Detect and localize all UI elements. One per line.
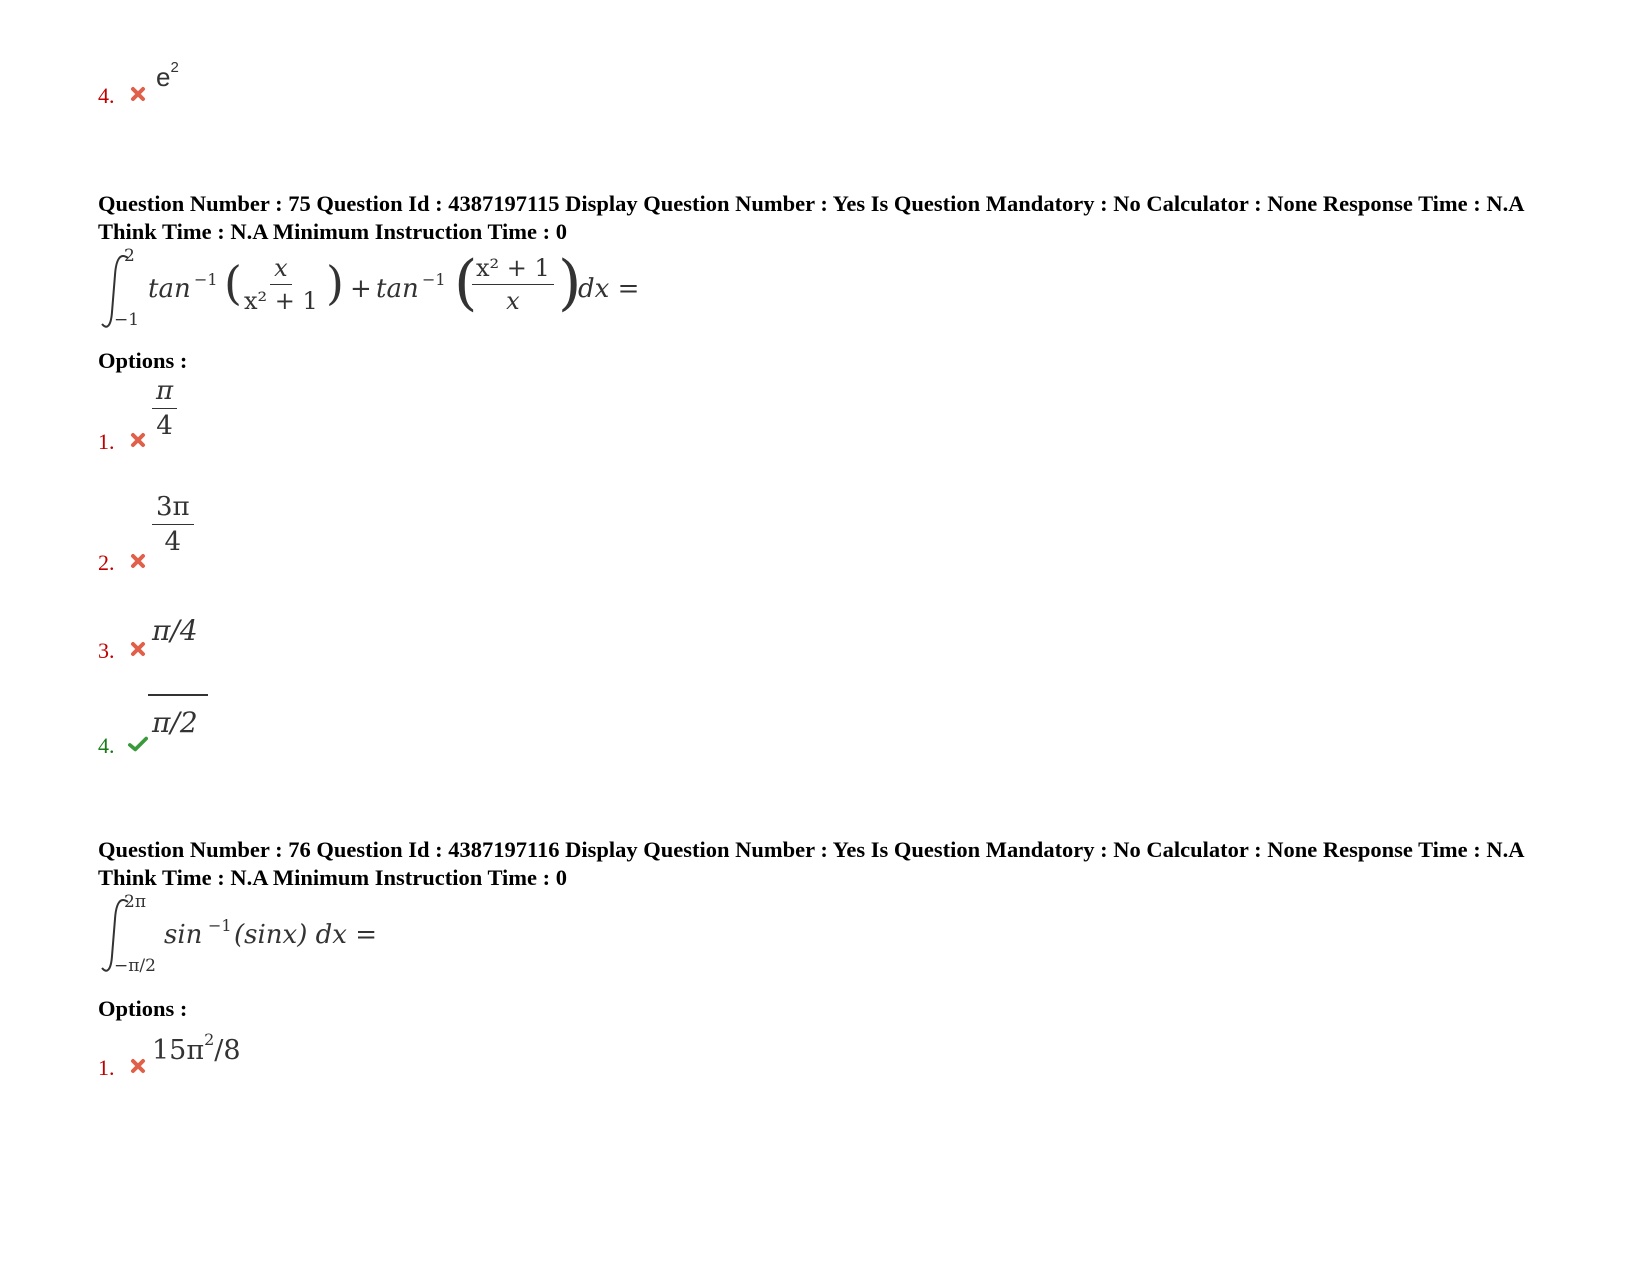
- option-number: 1.: [98, 429, 115, 454]
- integral-upper-limit: 2: [124, 246, 135, 266]
- fraction-2-denominator: x: [506, 287, 520, 315]
- sin-function: sin: [164, 920, 203, 950]
- paren-close-2: ): [558, 248, 582, 318]
- cross-icon: [128, 551, 148, 571]
- integral-upper-limit: 2π: [124, 892, 146, 912]
- option-number: 1.: [98, 1055, 115, 1080]
- tan-function-1: tan: [148, 274, 191, 304]
- fraction-1-numerator: x: [270, 254, 292, 285]
- q75-option-4-overline: [148, 694, 208, 696]
- check-icon: [128, 734, 148, 754]
- expression-argument: (sinx) dx =: [234, 920, 377, 950]
- integral-lower-limit: −π/2: [114, 956, 156, 976]
- option-number: 4.: [98, 83, 115, 108]
- inverse-exponent: −1: [208, 916, 232, 935]
- fraction-denominator: 4: [156, 411, 173, 441]
- integral-lower-limit: −1: [114, 310, 140, 330]
- fraction-1-denominator: x² + 1: [244, 287, 318, 315]
- cross-icon: [128, 639, 148, 659]
- option-number: 4.: [98, 733, 115, 758]
- q75-option-1-value: [152, 376, 177, 441]
- cross-icon: [128, 1056, 148, 1076]
- fraction-2: [472, 254, 554, 315]
- expression-tail: dx =: [578, 274, 640, 304]
- question-75-expression: [100, 246, 660, 336]
- option-number: 3.: [98, 638, 115, 663]
- question-76-expression: [100, 894, 420, 980]
- inverse-exponent-1: −1: [194, 270, 218, 289]
- fraction-denominator: 4: [164, 527, 182, 557]
- fraction-numerator: π: [152, 376, 177, 409]
- fraction-2-numerator: x² + 1: [472, 254, 554, 285]
- q75-option-1: [98, 430, 148, 453]
- q76-option-1: [98, 1056, 148, 1079]
- question-75-header: Question Number : 75 Question Id : 4387197115 Display Question Number : Yes Is Question Mandatory : No Calculator : None Response Time : N.A Think Time : N.A Minimum Instruction Time : 0: [98, 191, 1524, 244]
- plus-sign: +: [350, 274, 372, 304]
- paren-open-2: (: [454, 248, 478, 318]
- paren-open-1: (: [224, 256, 242, 310]
- q75-option-3: [98, 639, 148, 662]
- question-75-options-label: Options :: [98, 348, 188, 373]
- fraction-numerator: 3π: [152, 492, 194, 525]
- paren-close-1: ): [326, 256, 344, 310]
- q75-option-2: [98, 551, 148, 574]
- q75-option-4: [98, 734, 148, 757]
- q76-option-1-value: $15\pi^2/8$: [152, 1030, 241, 1066]
- inverse-exponent-2: −1: [422, 270, 446, 289]
- prev-option-4-value: $e^2$: [156, 59, 179, 92]
- question-76-options-label: Options :: [98, 996, 188, 1021]
- option-number: 2.: [98, 550, 115, 575]
- q75-option-4-value: π/2: [152, 706, 198, 739]
- prev-option-4: [98, 84, 148, 107]
- q75-option-3-value: π/4: [152, 614, 198, 647]
- fraction-1: [240, 254, 322, 315]
- cross-icon: [128, 84, 148, 104]
- tan-function-2: tan: [376, 274, 419, 304]
- q75-option-2-value: [152, 492, 194, 557]
- question-76-header: Question Number : 76 Question Id : 4387197116 Display Question Number : Yes Is Question Mandatory : No Calculator : None Response Time : N.A Think Time : N.A Minimum Instruction Time : 0: [98, 837, 1524, 890]
- cross-icon: [128, 430, 148, 450]
